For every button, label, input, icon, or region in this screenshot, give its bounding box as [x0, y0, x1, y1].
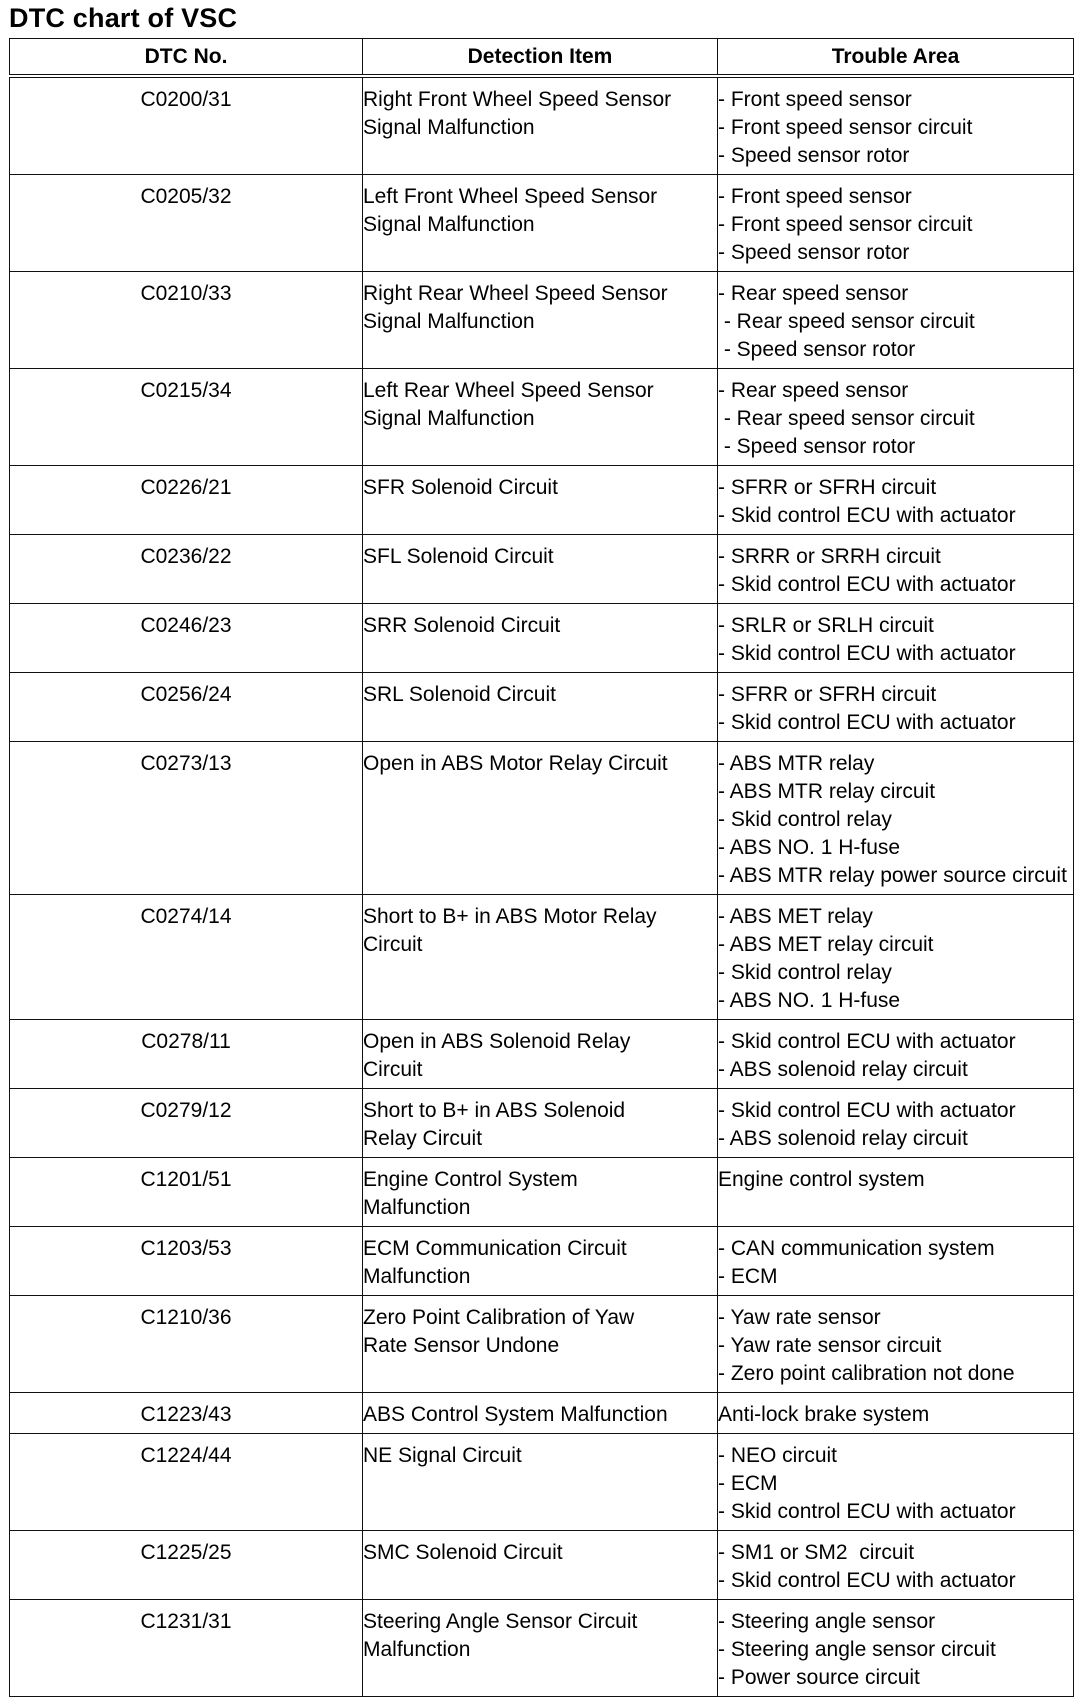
trouble-area-line: - Rear speed sensor circuit: [718, 407, 975, 430]
detection-item-line: SFR Solenoid Circuit: [363, 476, 558, 499]
table-row: [10, 466, 1074, 535]
trouble-area-line: - Skid control relay: [718, 961, 892, 984]
table-row: [10, 1531, 1074, 1600]
dtc-code-cell: C1201/51: [10, 1158, 363, 1227]
column-header-detection-item: Detection Item: [363, 39, 718, 77]
dtc-code-cell: C0210/33: [10, 272, 363, 369]
trouble-area-line: - ABS NO. 1 H-fuse: [718, 989, 901, 1012]
table-row: [10, 1227, 1074, 1296]
trouble-area-line: - Skid control ECU with actuator: [718, 1569, 1016, 1592]
detection-item-line: Right Rear Wheel Speed Sensor: [363, 282, 668, 305]
trouble-area-line: - Front speed sensor circuit: [718, 213, 973, 236]
trouble-area-cell: [718, 1393, 1074, 1434]
detection-item-line: Steering Angle Sensor Circuit: [363, 1610, 638, 1633]
detection-item-line: SRL Solenoid Circuit: [363, 683, 556, 706]
trouble-area-line: - ABS solenoid relay circuit: [718, 1058, 968, 1081]
column-header-trouble-area: Trouble Area: [718, 39, 1074, 77]
table-row: [10, 76, 1074, 175]
detection-item-line: Signal Malfunction: [363, 213, 535, 236]
table-row: [10, 535, 1074, 604]
table-row: [10, 742, 1074, 895]
trouble-area-line: - Front speed sensor: [718, 185, 912, 208]
detection-item-cell: [363, 1531, 718, 1600]
trouble-area-line: - SFRR or SFRH circuit: [718, 683, 937, 706]
detection-item-cell: [363, 1600, 718, 1697]
trouble-area-line: - CAN communication system: [718, 1237, 995, 1260]
dtc-code-cell: C1225/25: [10, 1531, 363, 1600]
trouble-area-line: - Skid control ECU with actuator: [718, 1500, 1016, 1523]
trouble-area-line: - Speed sensor rotor: [718, 144, 910, 167]
table-row: [10, 1089, 1074, 1158]
detection-item-line: Engine Control System: [363, 1168, 578, 1191]
trouble-area-line: - ABS NO. 1 H-fuse: [718, 836, 901, 859]
trouble-area-line: - Skid control ECU with actuator: [718, 504, 1016, 527]
detection-item-line: Signal Malfunction: [363, 407, 535, 430]
trouble-area-line: Anti-lock brake system: [718, 1403, 930, 1426]
trouble-area-line: - Zero point calibration not done: [718, 1362, 1015, 1385]
trouble-area-line: - Yaw rate sensor circuit: [718, 1334, 942, 1357]
table-row: [10, 272, 1074, 369]
dtc-code-cell: C0215/34: [10, 369, 363, 466]
detection-item-cell: [363, 272, 718, 369]
detection-item-line: Short to B+ in ABS Motor Relay: [363, 905, 657, 928]
column-header-dtc-no: DTC No.: [10, 39, 363, 77]
trouble-area-line: - ABS solenoid relay circuit: [718, 1127, 968, 1150]
trouble-area-line: - Front speed sensor circuit: [718, 116, 973, 139]
detection-item-cell: [363, 673, 718, 742]
trouble-area-line: Engine control system: [718, 1168, 925, 1191]
dtc-code-cell: C0236/22: [10, 535, 363, 604]
detection-item-line: Malfunction: [363, 1196, 471, 1219]
detection-item-cell: [363, 895, 718, 1020]
dtc-code-cell: C0274/14: [10, 895, 363, 1020]
trouble-area-line: - Skid control ECU with actuator: [718, 711, 1016, 734]
detection-item-line: ABS Control System Malfunction: [363, 1403, 668, 1426]
detection-item-cell: [363, 1020, 718, 1089]
table-row: [10, 604, 1074, 673]
trouble-area-line: - ABS MET relay: [718, 905, 873, 928]
dtc-code-cell: C0246/23: [10, 604, 363, 673]
detection-item-line: Short to B+ in ABS Solenoid: [363, 1099, 626, 1122]
detection-item-line: Signal Malfunction: [363, 310, 535, 333]
trouble-area-line: - Rear speed sensor circuit: [718, 310, 975, 333]
detection-item-line: Right Front Wheel Speed Sensor: [363, 88, 672, 111]
trouble-area-line: - ABS MTR relay power source circuit: [718, 864, 1067, 887]
detection-item-line: Left Front Wheel Speed Sensor: [363, 185, 658, 208]
detection-item-line: Signal Malfunction: [363, 116, 535, 139]
detection-item-line: Malfunction: [363, 1638, 471, 1661]
trouble-area-cell: [718, 742, 1074, 895]
table-row: [10, 369, 1074, 466]
trouble-area-cell: [718, 1531, 1074, 1600]
table-row: [10, 673, 1074, 742]
detection-item-line: ECM Communication Circuit: [363, 1237, 627, 1260]
trouble-area-line: - Speed sensor rotor: [718, 338, 916, 361]
detection-item-cell: [363, 535, 718, 604]
trouble-area-line: - SRLR or SRLH circuit: [718, 614, 934, 637]
trouble-area-cell: [718, 1089, 1074, 1158]
detection-item-line: Left Rear Wheel Speed Sensor: [363, 379, 654, 402]
detection-item-line: SMC Solenoid Circuit: [363, 1541, 563, 1564]
trouble-area-cell: [718, 76, 1074, 175]
detection-item-cell: [363, 175, 718, 272]
detection-item-cell: [363, 742, 718, 895]
trouble-area-line: - NEO circuit: [718, 1444, 838, 1467]
detection-item-cell: [363, 466, 718, 535]
detection-item-cell: [363, 369, 718, 466]
dtc-table: [9, 38, 1074, 1697]
detection-item-line: Rate Sensor Undone: [363, 1334, 560, 1357]
trouble-area-line: - Steering angle sensor: [718, 1610, 936, 1633]
trouble-area-line: - Skid control ECU with actuator: [718, 1030, 1016, 1053]
dtc-code-cell: C0205/32: [10, 175, 363, 272]
dtc-code-cell: C0226/21: [10, 466, 363, 535]
trouble-area-line: - Skid control ECU with actuator: [718, 573, 1016, 596]
trouble-area-line: - Front speed sensor: [718, 88, 912, 111]
detection-item-line: NE Signal Circuit: [363, 1444, 522, 1467]
detection-item-line: Relay Circuit: [363, 1127, 483, 1150]
trouble-area-cell: [718, 272, 1074, 369]
trouble-area-line: - Yaw rate sensor: [718, 1306, 881, 1329]
trouble-area-cell: [718, 1434, 1074, 1531]
trouble-area-cell: [718, 895, 1074, 1020]
dtc-code-cell: C1210/36: [10, 1296, 363, 1393]
table-header-row: [10, 39, 1074, 77]
trouble-area-line: - SFRR or SFRH circuit: [718, 476, 937, 499]
dtc-code-cell: C1203/53: [10, 1227, 363, 1296]
detection-item-cell: [363, 1296, 718, 1393]
detection-item-cell: [363, 1089, 718, 1158]
trouble-area-line: - Speed sensor rotor: [718, 241, 910, 264]
table-row: [10, 1158, 1074, 1227]
trouble-area-line: - Rear speed sensor: [718, 379, 909, 402]
trouble-area-cell: [718, 604, 1074, 673]
detection-item-cell: [363, 604, 718, 673]
trouble-area-line: - Skid control ECU with actuator: [718, 642, 1016, 665]
dtc-code-cell: C0273/13: [10, 742, 363, 895]
table-body: [10, 76, 1074, 1697]
trouble-area-line: - SRRR or SRRH circuit: [718, 545, 941, 568]
trouble-area-line: - Power source circuit: [718, 1666, 920, 1689]
table-row: [10, 1434, 1074, 1531]
trouble-area-line: - ECM: [718, 1472, 778, 1495]
detection-item-line: SFL Solenoid Circuit: [363, 545, 554, 568]
table-row: [10, 1600, 1074, 1697]
trouble-area-line: - ABS MET relay circuit: [718, 933, 934, 956]
trouble-area-line: - ECM: [718, 1265, 778, 1288]
table-row: [10, 175, 1074, 272]
table-row: [10, 1020, 1074, 1089]
dtc-code-cell: C0279/12: [10, 1089, 363, 1158]
detection-item-cell: [363, 1227, 718, 1296]
trouble-area-line: - Skid control ECU with actuator: [718, 1099, 1016, 1122]
detection-item-line: Malfunction: [363, 1265, 471, 1288]
trouble-area-cell: [718, 1227, 1074, 1296]
trouble-area-cell: [718, 1296, 1074, 1393]
trouble-area-cell: [718, 1158, 1074, 1227]
trouble-area-line: - ABS MTR relay circuit: [718, 780, 936, 803]
table-row: [10, 1393, 1074, 1434]
trouble-area-cell: [718, 673, 1074, 742]
detection-item-line: Zero Point Calibration of Yaw: [363, 1306, 635, 1329]
trouble-area-cell: [718, 466, 1074, 535]
dtc-code-cell: C0200/31: [10, 76, 363, 175]
detection-item-cell: [363, 76, 718, 175]
trouble-area-cell: [718, 175, 1074, 272]
trouble-area-line: - Skid control relay: [718, 808, 892, 831]
dtc-code-cell: C1224/44: [10, 1434, 363, 1531]
trouble-area-line: - Speed sensor rotor: [718, 435, 916, 458]
trouble-area-line: - Rear speed sensor: [718, 282, 909, 305]
trouble-area-cell: [718, 535, 1074, 604]
detection-item-cell: [363, 1434, 718, 1531]
table-row: [10, 1296, 1074, 1393]
page-title: DTC chart of VSC: [9, 3, 238, 33]
trouble-area-line: - ABS MTR relay: [718, 752, 875, 775]
detection-item-line: Open in ABS Solenoid Relay: [363, 1030, 631, 1053]
detection-item-cell: [363, 1158, 718, 1227]
dtc-code-cell: C0256/24: [10, 673, 363, 742]
detection-item-line: Open in ABS Motor Relay Circuit: [363, 752, 668, 775]
detection-item-line: Circuit: [363, 933, 423, 956]
detection-item-line: Circuit: [363, 1058, 423, 1081]
detection-item-line: SRR Solenoid Circuit: [363, 614, 561, 637]
trouble-area-cell: [718, 1600, 1074, 1697]
dtc-code-cell: C0278/11: [10, 1020, 363, 1089]
table-row: [10, 895, 1074, 1020]
dtc-code-cell: C1223/43: [10, 1393, 363, 1434]
trouble-area-cell: [718, 1020, 1074, 1089]
trouble-area-cell: [718, 369, 1074, 466]
detection-item-cell: [363, 1393, 718, 1434]
trouble-area-line: - Steering angle sensor circuit: [718, 1638, 996, 1661]
trouble-area-line: - SM1 or SM2 circuit: [718, 1541, 915, 1564]
dtc-code-cell: C1231/31: [10, 1600, 363, 1697]
